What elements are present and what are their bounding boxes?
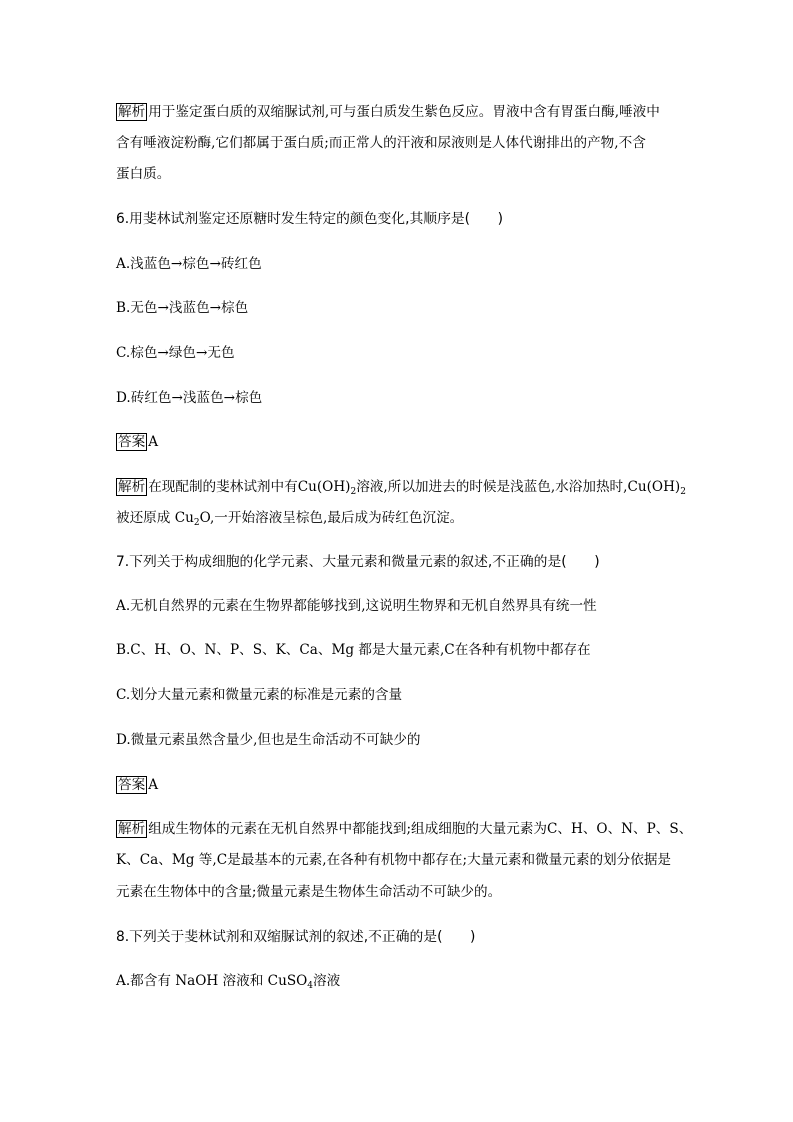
q6-stem: 6.用斐林试剂鉴定还原糖时发生特定的颜色变化,其顺序是( ) <box>116 211 504 227</box>
q6-option-b: B.无色→浅蓝色→棕色 <box>116 300 249 316</box>
q6-option-a: A.浅蓝色→棕色→砖红色 <box>116 256 262 272</box>
q6-analysis-line-2: 被还原成 $Cu_2O$,一开始溶液呈棕色,最后成为砖红色沉淀。 <box>116 510 464 528</box>
analysis-tag: 解析 <box>118 821 146 837</box>
q7-option-a: A.无机自然界的元素在生物界都能够找到,这说明生物界和无机自然界具有统一性 <box>116 598 597 614</box>
q8-option-a: A.都含有 NaOH 溶液和 CuSO$_4$溶液 <box>116 973 341 991</box>
q5-analysis-line-1: 解析 用于鉴定蛋白质的双缩脲试剂,可与蛋白质发生紫色反应。胃液中含有胃蛋白酶,唾液中 <box>118 104 660 120</box>
answer-tag: 答案 <box>118 434 146 450</box>
q7-answer <box>116 776 158 794</box>
q6-option-d: D.砖红色→浅蓝色→棕色 <box>116 390 263 406</box>
q6-option-c: C.棕色→绿色→无色 <box>116 345 235 361</box>
q7-answer-value: A <box>148 777 159 793</box>
q7-option-b: B.C、H、O、N、P、S、K、Ca、Mg 都是大量元素,C在各种有机物中都存在 <box>116 642 591 658</box>
q7-analysis-line-1: 解析 组成生物体的元素在无机自然界中都能找到;组成细胞的大量元素为C、H、O、N、P、S、 <box>118 821 693 837</box>
q5-analysis-line-3: 蛋白质。 <box>116 166 171 182</box>
q6-answer-value: A <box>148 434 159 450</box>
q6-answer <box>116 433 158 451</box>
q7-analysis-line-2: K、Ca、Mg 等,C是最基本的元素,在各种有机物中都存在;大量元素和微量元素的划分依据是 <box>116 852 672 868</box>
analysis-tag: 解析 <box>118 479 146 495</box>
q5-analysis-line-2: 含有唾液淀粉酶,它们都属于蛋白质;而正常人的汗液和尿液则是人体代谢排出的产物,不含 <box>116 135 646 151</box>
q8-stem: 8.下列关于斐林试剂和双缩脲试剂的叙述,不正确的是( ) <box>116 929 476 945</box>
q7-analysis-line-3: 元素在生物体中的含量;微量元素是生物体生命活动不可缺少的。 <box>116 884 502 900</box>
q7-stem: 7.下列关于构成细胞的化学元素、大量元素和微量元素的叙述,不正确的是( ) <box>116 554 600 570</box>
analysis-tag: 解析 <box>118 104 146 120</box>
q7-option-c: C.划分大量元素和微量元素的标准是元素的含量 <box>116 687 403 703</box>
q6-analysis-line-1: 解析 在现配制的斐林试剂中有$Cu(OH)_2$溶液,所以加进去的时候是浅蓝色,水浴加热时$,Cu(OH)_2$ <box>118 479 686 497</box>
q7-option-d: D.微量元素虽然含量少,但也是生命活动不可缺少的 <box>116 732 421 748</box>
answer-tag: 答案 <box>118 777 146 793</box>
